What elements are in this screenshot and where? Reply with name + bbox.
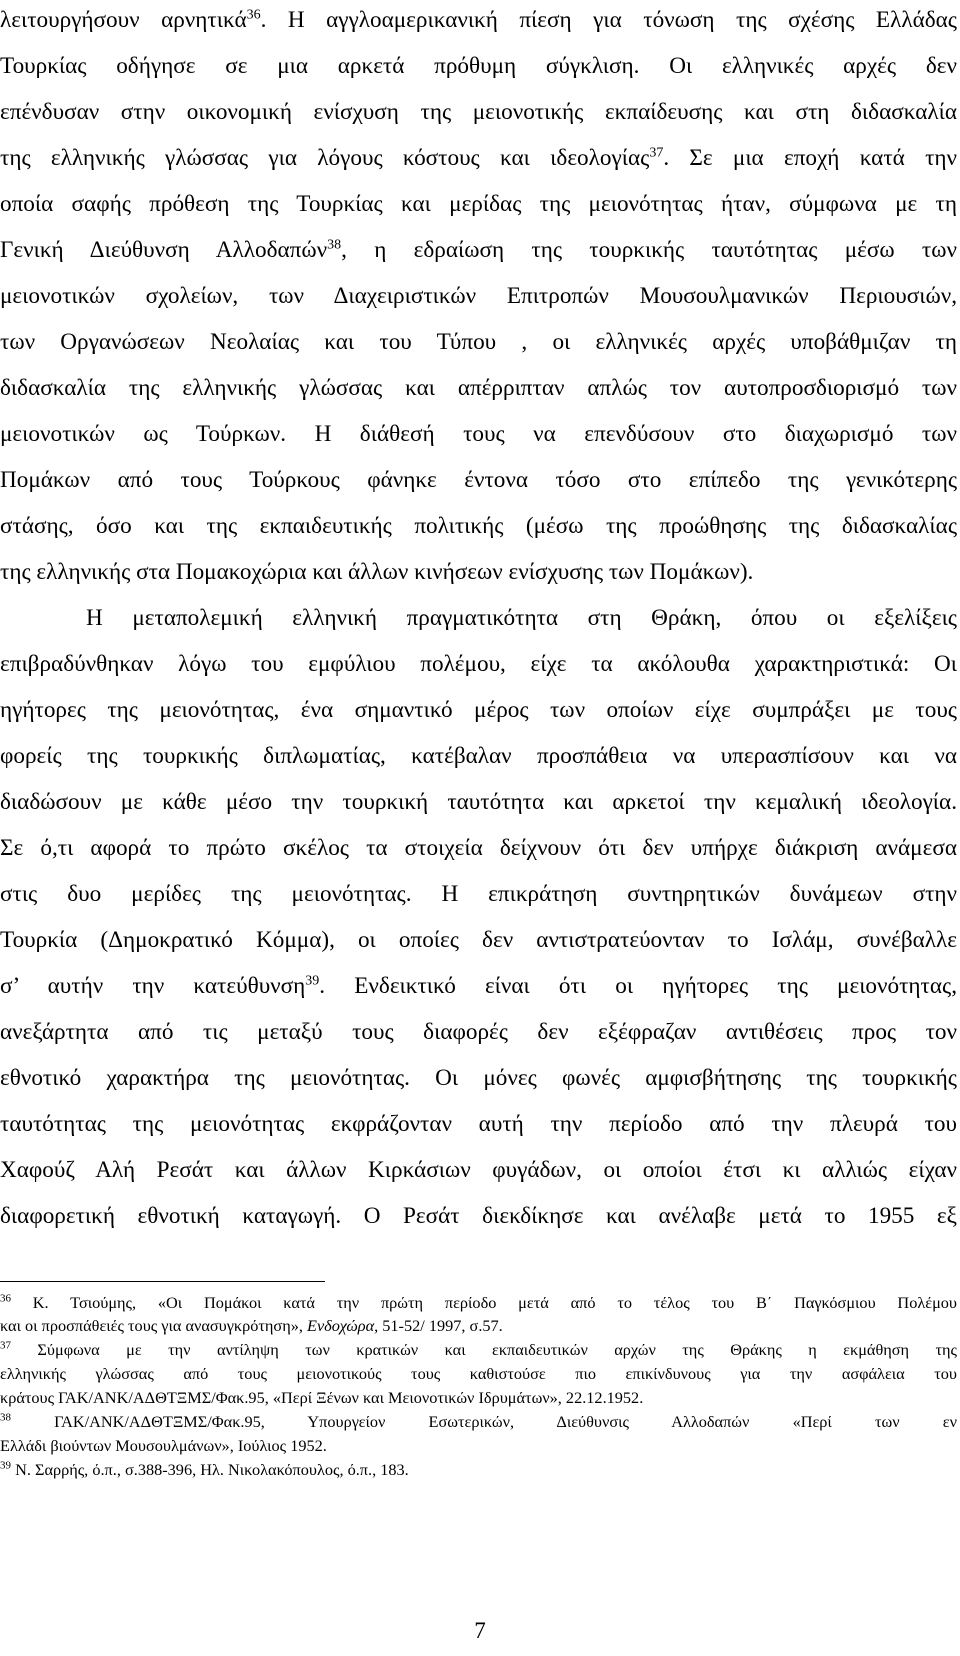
footnote-number-38: 38: [0, 1411, 11, 1424]
body-line-22: σ’ αυτήν την κατεύθυνση$^{39}$. Ενδεικτικό είναι ότι οι ηγήτορες της μειονότητας,: [0, 973, 957, 999]
body-line-15: επιβραδύνθηκαν λόγω του εμφύλιου πολέμου, είχε τα ακόλουθα χαρακτηριστικά: Οι: [0, 651, 957, 677]
footnote-37-line-2: ελληνικής γλώσσας από τους μειονοτικούς τους καθιστούσε πιο επικίνδυνους για την ασφάλεια του: [0, 1364, 957, 1383]
body-line-20: στις δυο μερίδες της μειονότητας. Η επικράτηση συντηρητικών δυνάμεων στην: [0, 881, 957, 907]
footnote-ref-37[interactable]: 37: [649, 145, 664, 161]
body-line-11: Πομάκων από τους Τούρκους φάνηκε έντονα τόσο στο επίπεδο της γενικότερης: [0, 467, 957, 493]
body-line-4: της ελληνικής γλώσσας για λόγους κόστους και ιδεολογίας$^{37}$. Σε μια εποχή κατά την: [0, 145, 958, 171]
body-line-24: εθνοτικό χαρακτήρα της μειονότητας. Οι μόνες φωνές αμφισβήτησης της τουρκικής: [0, 1065, 957, 1091]
body-line-6: Γενική Διεύθυνση Αλλοδαπών$^{38}$, η εδραίωση της τουρκικής ταυτότητας μέσω των: [0, 237, 957, 263]
footnote-ref-36[interactable]: 36: [246, 7, 261, 23]
footnote-37-line-3: κράτους ΓΑΚ/ΑΝΚ/ΑΔΘΤΞΜΣ/Φακ.95, «Περί Ξένων και Μειονοτικών Ιδρυμάτων», 22.12.1952.: [0, 1388, 644, 1407]
body-line-27: διαφορετική εθνοτική καταγωγή. Ο Ρεσάτ διεκδίκησε και ανέλαβε μετά το 1955 εξ: [0, 1203, 957, 1229]
footnote-38-line-1: $^{38}$ ΓΑΚ/ΑΝΚ/ΑΔΘΤΞΜΣ/Φακ.95, Υπουργείον Εσωτερικών, Διεύθυνσις Αλλοδαπών «Περί των εν: [0, 1411, 957, 1431]
body-line-8: των Οργανώσεων Νεολαίας και του Τύπου , οι ελληνικές αρχές υποβάθμιζαν τη: [0, 329, 957, 355]
footnote-number-37: 37: [0, 1339, 11, 1352]
body-line-18: διαδώσουν με κάθε μέσο την τουρκική ταυτότητα και αρκετοί την κεμαλική ιδεολογία.: [0, 789, 957, 815]
body-line-14: Η μεταπολεμική ελληνική πραγματικότητα στη Θράκη, όπου οι εξελίξεις: [86, 605, 957, 631]
page-number: 7: [474, 1618, 486, 1643]
body-line-23: ανεξάρτητα από τις μεταξύ τους διαφορές δεν εξέφραζαν αντιθέσεις προς τον: [0, 1019, 957, 1045]
body-line-2: Τουρκίας οδήγησε σε μια αρκετά πρόθυμη σύγκλιση. Οι ελληνικές αρχές δεν: [0, 53, 957, 79]
body-line-5: οποία σαφής πρόθεση της Τουρκίας και μερίδας της μειονότητας ήταν, σύμφωνα με τη: [0, 191, 957, 217]
footnote-36-line-1: $^{36}$ Κ. Τσιούμης, «Οι Πομάκοι κατά την πρώτη περίοδο μετά από το τέλος του Β΄ Παγκόσμιου Πολέμου: [0, 1292, 957, 1312]
journal-title: Ενδοχώρα: [307, 1316, 375, 1335]
footnote-ref-38[interactable]: 38: [327, 237, 342, 253]
footnote-37-line-1: $^{37}$ Σύμφωνα με την αντίληψη των κρατικών και εκπαιδευτικών αρχών της Θράκης η εκμάθηση της: [0, 1339, 957, 1359]
body-line-7: μειονοτικών σχολείων, των Διαχειριστικών Επιτροπών Μουσουλμανικών Περιουσιών,: [0, 283, 957, 309]
body-line-25: ταυτότητας της μειονότητας εκφράζονταν αυτή την περίοδο από την πλευρά του: [0, 1111, 957, 1137]
body-line-9: διδασκαλία της ελληνικής γλώσσας και απέρριπταν απλώς τον αυτοπροσδιορισμό των: [0, 375, 957, 401]
body-line-26: Χαφούζ Αλή Ρεσάτ και άλλων Κιρκάσιων φυγάδων, οι οποίοι έτσι κι αλλιώς είχαν: [0, 1157, 957, 1183]
footnote-ref-39[interactable]: 39: [305, 973, 320, 989]
body-line-10: μειονοτικών ως Τούρκων. Η διάθεσή τους να επενδύσουν στο διαχωρισμό των: [0, 421, 957, 447]
body-line-3: επένδυσαν στην οικονομική ενίσχυση της μειονοτικής εκπαίδευσης και στη διδασκαλία: [0, 99, 957, 125]
footnote-36-line-2: και οι προσπάθειές τους για ανασυγκρότηση», Ενδοχώρα, 51-52/ 1997, σ.57.: [0, 1316, 503, 1335]
footnote-39-line-1: $^{39}$ Ν. Σαρρής, ό.π., σ.388-396, Ηλ. Νικολακόπουλος, ό.π., 183.: [0, 1459, 409, 1479]
body-line-1: λειτουργήσουν αρνητικά$^{36}$. Η αγγλοαμερικανική πίεση για τόνωση της σχέσης Ελλάδας: [0, 7, 957, 33]
footnote-38-line-2: Ελλάδι βιούντων Μουσουλμάνων», Ιούλιος 1952.: [0, 1436, 327, 1455]
body-line-12: στάσης, όσο και της εκπαιδευτικής πολιτικής (μέσω της προώθησης της διδασκαλίας: [0, 513, 957, 539]
body-line-17: φορείς της τουρκικής διπλωματίας, κατέβαλαν προσπάθεια να υπερασπίσουν και να: [0, 743, 957, 769]
body-line-16: ηγήτορες της μειονότητας, ένα σημαντικό μέρος των οποίων είχε συμπράξει με τους: [0, 697, 957, 723]
body-line-21: Τουρκία (Δημοκρατικό Κόμμα), οι οποίες δεν αντιστρατεύονταν το Ισλάμ, συνέβαλλε: [0, 927, 957, 953]
footnote-number-39: 39: [0, 1459, 11, 1472]
footnote-separator: [0, 1281, 325, 1282]
footnote-number-36: 36: [0, 1292, 11, 1305]
body-line-19: Σε ό,τι αφορά το πρώτο σκέλος τα στοιχεία δείχνουν ότι δεν υπήρχε διάκριση ανάμεσα: [0, 835, 957, 861]
body-line-13: της ελληνικής στα Πομακοχώρια και άλλων κινήσεων ενίσχυσης των Πομάκων).: [0, 559, 754, 585]
